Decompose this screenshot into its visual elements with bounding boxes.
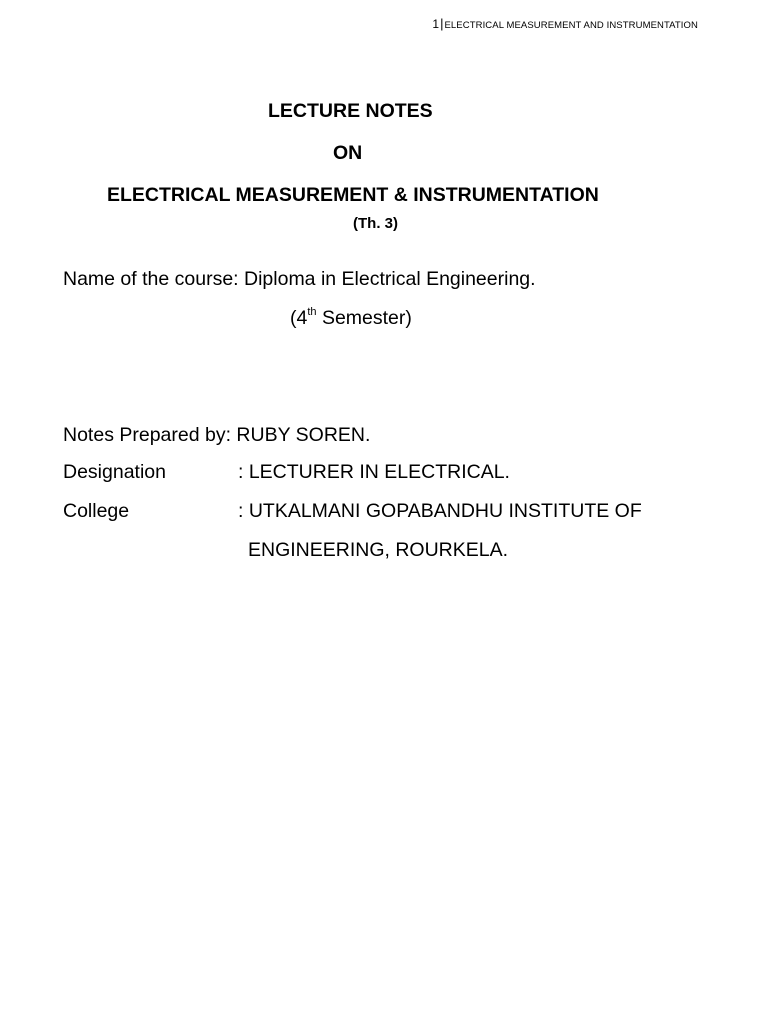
header-separator: | xyxy=(440,16,444,31)
designation-label: Designation xyxy=(63,461,166,483)
course-name: Name of the course: Diploma in Electrical Engineering. xyxy=(63,268,536,290)
semester-open: (4 xyxy=(290,307,308,329)
college-value-line1: : UTKALMANI GOPABANDHU INSTITUTE OF xyxy=(238,500,642,522)
college-value-line2: ENGINEERING, ROURKELA. xyxy=(248,539,509,561)
title-lecture-notes: LECTURE NOTES xyxy=(268,100,433,122)
page-number: 1 xyxy=(432,17,440,31)
prepared-by: Notes Prepared by: RUBY SOREN. xyxy=(63,424,371,446)
subject-code: (Th. 3) xyxy=(353,215,398,232)
title-on: ON xyxy=(333,142,363,164)
semester-ordinal-suffix: th xyxy=(307,306,317,318)
semester-rest: Semester) xyxy=(316,307,412,329)
semester xyxy=(290,305,412,331)
running-title: ELECTRICAL MEASUREMENT AND INSTRUMENTATION xyxy=(444,20,698,31)
title-subject: ELECTRICAL MEASUREMENT & INSTRUMENTATION xyxy=(107,184,599,206)
page-header xyxy=(432,17,698,33)
designation-value: : LECTURER IN ELECTRICAL. xyxy=(238,461,510,483)
college-label: College xyxy=(63,500,130,522)
